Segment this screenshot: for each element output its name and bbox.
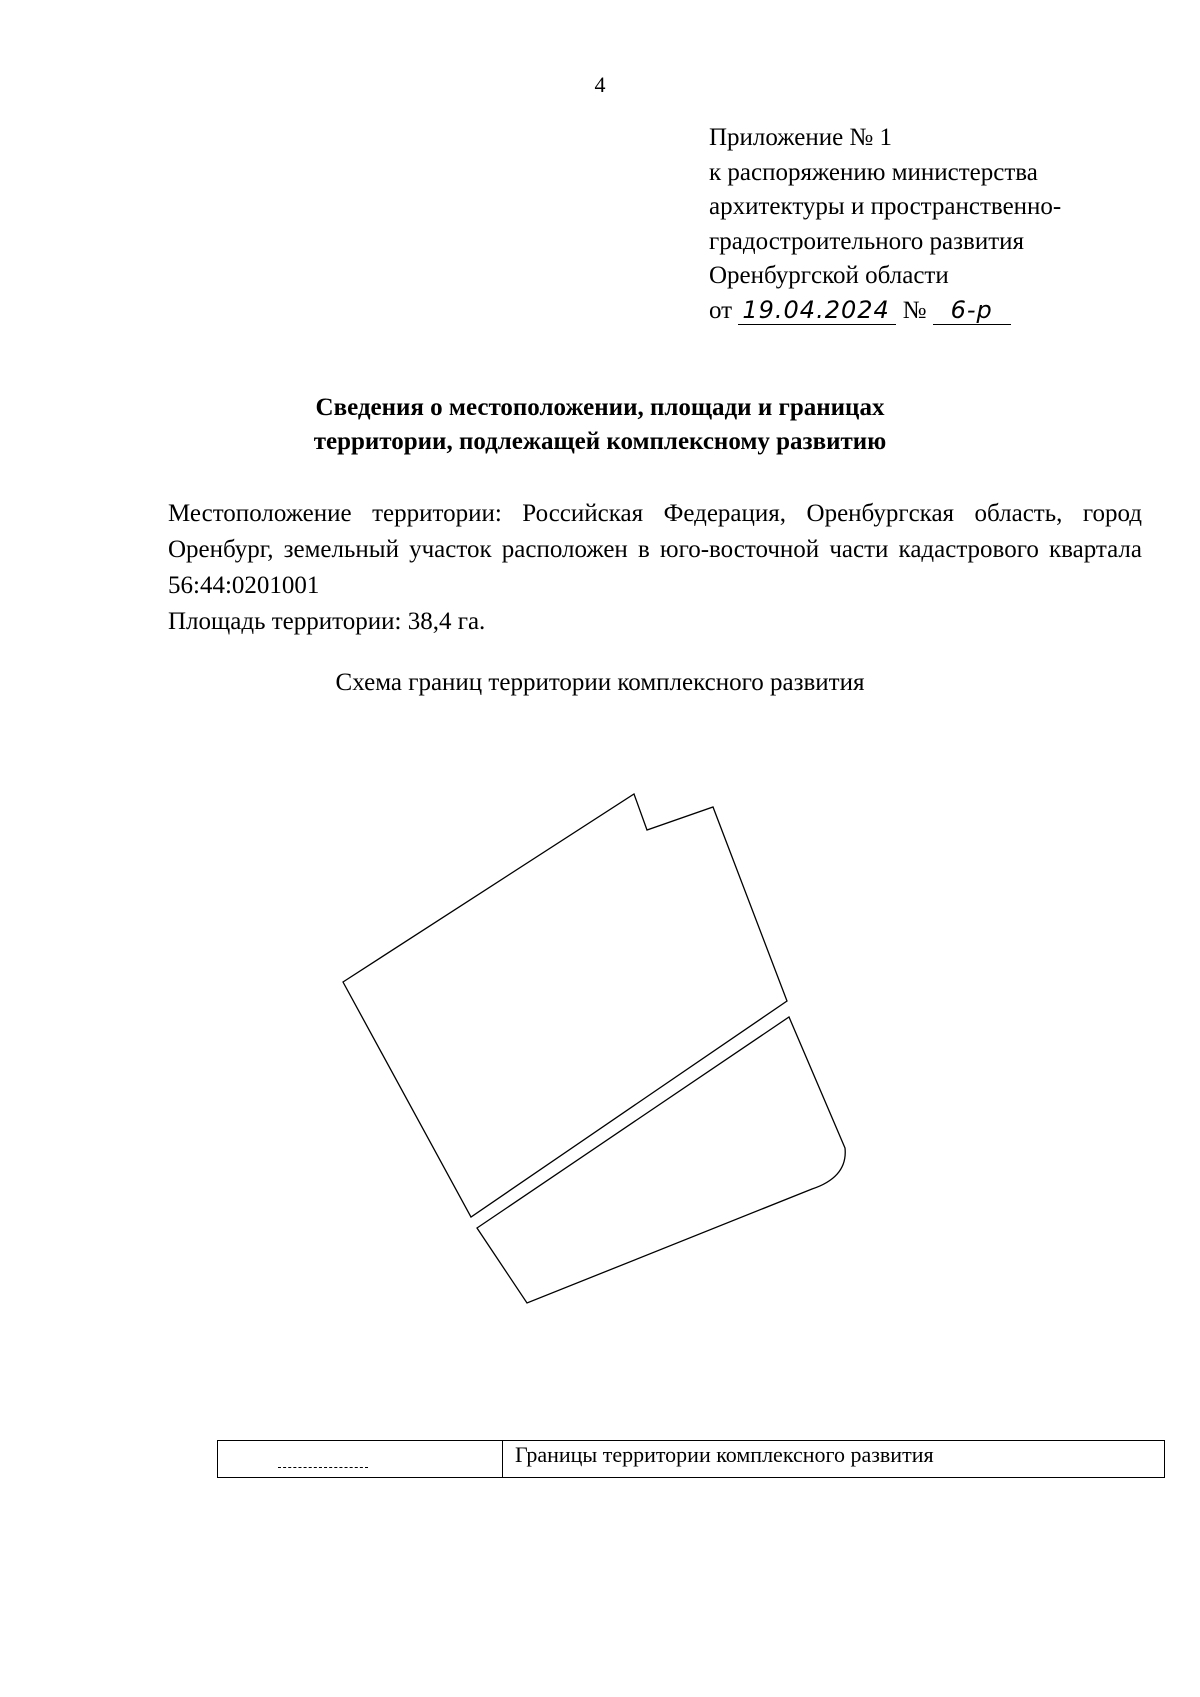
legend-label: Границы территории комплексного развития <box>503 1441 1165 1478</box>
appendix-line: к распоряжению министерства <box>709 158 1038 186</box>
handwritten-number: 6-р <box>933 296 1011 325</box>
document-title <box>0 391 1200 459</box>
north-parcel-boundary <box>343 794 787 1217</box>
date-prefix: от <box>709 296 733 324</box>
page-number: 4 <box>594 72 606 97</box>
title-line: территории, подлежащей комплексному развитию <box>313 428 887 455</box>
dashed-line-symbol <box>278 1467 368 1468</box>
appendix-line: Оренбургской области <box>709 262 949 289</box>
appendix-block <box>709 121 1179 328</box>
legend-symbol-cell <box>218 1441 503 1478</box>
appendix-line: градостроительного развития <box>709 227 1025 255</box>
scheme-caption: Схема границ территории комплексного развития <box>335 669 865 696</box>
legend-table <box>217 1440 1165 1478</box>
area-paragraph: Площадь территории: 38,4 га. <box>168 608 486 635</box>
appendix-date-line <box>709 294 1179 329</box>
appendix-line: архитектуры и пространственно- <box>709 193 1062 220</box>
location-paragraph: Местоположение территории: Российская Федерация, Оренбургская область, город Оренбург, земельный участок расположен в юго-восточной части кадастрового квартала 56:44:0201001 <box>168 500 1142 599</box>
south-parcel-boundary <box>477 1017 845 1303</box>
body-text <box>168 496 1142 640</box>
number-prefix: № <box>902 296 927 324</box>
title-line: Сведения о местоположении, площади и границах <box>315 394 885 421</box>
territory-boundary-diagram <box>340 790 880 1310</box>
handwritten-date: 19.04.2024 <box>738 296 896 325</box>
appendix-title: Приложение № 1 <box>709 124 893 151</box>
